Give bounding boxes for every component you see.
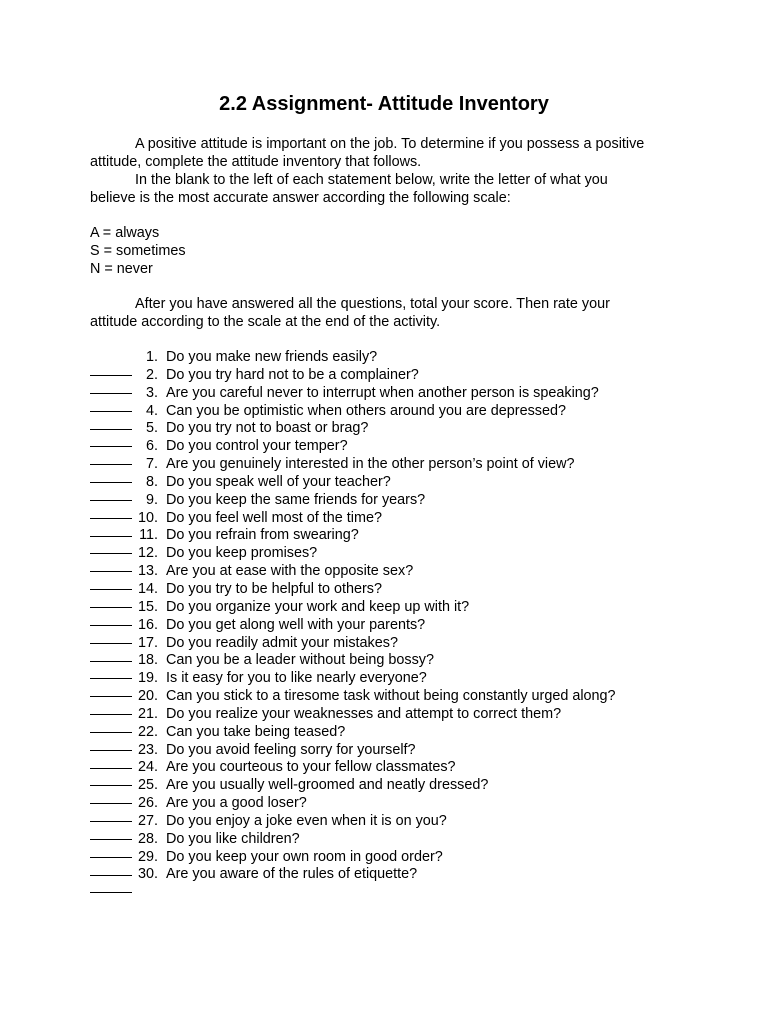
question-row bbox=[90, 706, 690, 724]
question-text: Do you keep promises? bbox=[166, 545, 318, 562]
question-text: Do you feel well most of the time? bbox=[166, 509, 382, 526]
question-text: Are you a good loser? bbox=[166, 795, 307, 812]
question-number: 7. bbox=[145, 456, 158, 473]
question-number: 24. bbox=[137, 759, 158, 776]
question-row bbox=[90, 420, 690, 438]
question-text: Do you keep your own room in good order? bbox=[166, 848, 443, 865]
question-row bbox=[90, 563, 690, 581]
scale-sometimes: S = sometimes bbox=[90, 243, 186, 259]
question-row bbox=[90, 492, 690, 510]
question-number: 25. bbox=[137, 777, 158, 794]
question-text: Can you take being teased? bbox=[166, 723, 346, 740]
question-text: Are you usually well-groomed and neatly dressed? bbox=[166, 777, 489, 794]
question-number: 6. bbox=[145, 438, 158, 455]
question-text: Do you organize your work and keep up with it? bbox=[166, 598, 470, 615]
question-text: Can you be optimistic when others around you are depressed? bbox=[166, 402, 566, 419]
question-number: 3. bbox=[145, 384, 158, 401]
question-row bbox=[90, 617, 690, 635]
question-number: 12. bbox=[137, 545, 158, 562]
question-text: Are you courteous to your fellow classmates? bbox=[166, 759, 456, 776]
question-number: 20. bbox=[137, 688, 158, 705]
question-number: 4. bbox=[145, 402, 158, 419]
intro-p1-line2: attitude, complete the attitude inventory that follows. bbox=[90, 154, 422, 170]
question-row bbox=[90, 599, 690, 617]
question-row bbox=[90, 510, 690, 528]
question-number: 26. bbox=[137, 795, 158, 812]
question-text: Do you readily admit your mistakes? bbox=[166, 634, 398, 651]
question-row bbox=[90, 545, 690, 563]
question-number: 21. bbox=[137, 705, 158, 722]
question-row bbox=[90, 385, 690, 403]
question-text: Do you enjoy a joke even when it is on you? bbox=[166, 812, 447, 829]
question-text: Do you keep the same friends for years? bbox=[166, 491, 426, 508]
scale-never: N = never bbox=[90, 261, 153, 277]
question-row bbox=[90, 795, 690, 813]
scale-list bbox=[90, 224, 680, 278]
question-text: Do you get along well with your parents? bbox=[166, 616, 426, 633]
instructions-line2: attitude according to the scale at the end of the activity. bbox=[90, 314, 441, 330]
question-row bbox=[90, 438, 690, 456]
question-number: 23. bbox=[137, 741, 158, 758]
question-text: Do you realize your weaknesses and attempt to correct them? bbox=[166, 705, 562, 722]
question-text: Do you avoid feeling sorry for yourself? bbox=[166, 741, 416, 758]
question-row bbox=[90, 866, 690, 884]
intro-p2-line1: In the blank to the left of each statement below, write the letter of what you bbox=[135, 172, 608, 188]
question-row bbox=[90, 581, 690, 599]
question-number: 17. bbox=[137, 634, 158, 651]
question-number: 22. bbox=[137, 723, 158, 740]
question-text: Do you speak well of your teacher? bbox=[166, 473, 391, 490]
question-number: 9. bbox=[145, 491, 158, 508]
question-text: Do you like children? bbox=[166, 830, 300, 847]
question-number: 19. bbox=[137, 670, 158, 687]
question-number: 30. bbox=[137, 866, 158, 883]
question-row bbox=[90, 349, 690, 367]
intro-p2-line2: believe is the most accurate answer according the following scale: bbox=[90, 190, 511, 206]
question-list bbox=[90, 349, 690, 884]
question-text: Can you be a leader without being bossy? bbox=[166, 652, 435, 669]
question-row bbox=[90, 403, 690, 421]
question-text: Can you stick to a tiresome task without being constantly urged along? bbox=[166, 688, 616, 705]
question-row bbox=[90, 527, 690, 545]
question-row bbox=[90, 813, 690, 831]
question-text: Do you control your temper? bbox=[166, 438, 348, 455]
question-number: 28. bbox=[137, 830, 158, 847]
question-row bbox=[90, 456, 690, 474]
page-title: 2.2 Assignment- Attitude Inventory bbox=[219, 93, 549, 115]
question-text: Do you try to be helpful to others? bbox=[166, 580, 382, 597]
question-row bbox=[90, 759, 690, 777]
question-number: 11. bbox=[139, 527, 158, 544]
instructions-line1: After you have answered all the questions, total your score. Then rate your bbox=[135, 296, 610, 312]
question-number: 1. bbox=[145, 349, 158, 365]
question-text: Are you at ease with the opposite sex? bbox=[166, 563, 414, 580]
question-row bbox=[90, 652, 690, 670]
question-text: Are you genuinely interested in the other person’s point of view? bbox=[166, 456, 575, 473]
question-number: 8. bbox=[145, 473, 158, 490]
question-text: Are you careful never to interrupt when another person is speaking? bbox=[166, 384, 599, 401]
question-number: 29. bbox=[137, 848, 158, 865]
question-number: 27. bbox=[137, 812, 158, 829]
question-text: Do you refrain from swearing? bbox=[166, 527, 359, 544]
question-row bbox=[90, 635, 690, 653]
question-row bbox=[90, 777, 690, 795]
question-number: 14. bbox=[137, 580, 158, 597]
question-text: Are you aware of the rules of etiquette? bbox=[166, 866, 418, 883]
question-number: 2. bbox=[145, 366, 158, 383]
question-number: 13. bbox=[137, 563, 158, 580]
question-number: 10. bbox=[137, 509, 158, 526]
question-text: Do you try hard not to be a complainer? bbox=[166, 366, 419, 383]
question-text: Do you make new friends easily? bbox=[166, 349, 378, 365]
question-row bbox=[90, 831, 690, 849]
question-text: Do you try not to boast or brag? bbox=[166, 420, 369, 437]
question-row bbox=[90, 724, 690, 742]
scale-always: A = always bbox=[90, 225, 160, 241]
question-number: 5. bbox=[145, 420, 158, 437]
question-row bbox=[90, 742, 690, 760]
instructions-section bbox=[90, 295, 680, 331]
question-number: 18. bbox=[137, 652, 158, 669]
intro-p1-line1: A positive attitude is important on the job. To determine if you possess a positive bbox=[135, 136, 645, 152]
intro-section bbox=[90, 135, 680, 207]
question-number: 15. bbox=[137, 598, 158, 615]
question-row bbox=[90, 367, 690, 385]
question-row bbox=[90, 688, 690, 706]
question-row bbox=[90, 670, 690, 688]
question-text: Is it easy for you to like nearly everyone? bbox=[166, 670, 427, 687]
question-row bbox=[90, 849, 690, 867]
question-row bbox=[90, 474, 690, 492]
question-number: 16. bbox=[137, 616, 158, 633]
